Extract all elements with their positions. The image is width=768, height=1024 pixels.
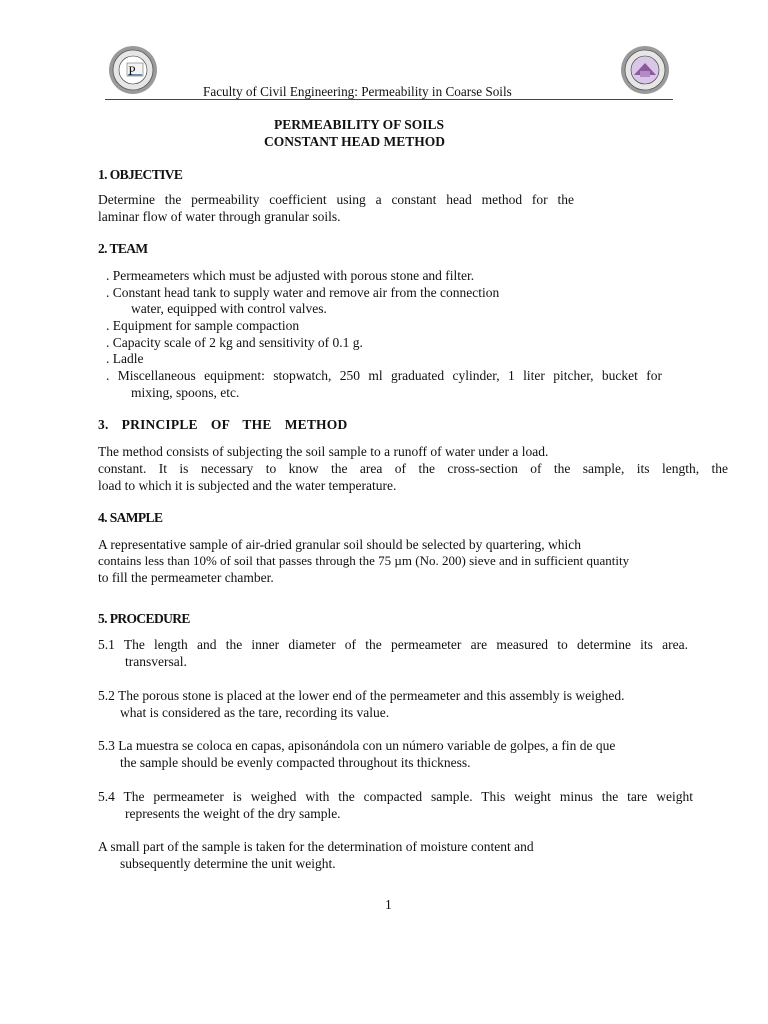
procedure-step-5-3-line1: 5.3 La muestra se coloca en capas, apisonándola con un número variable de golpes, a fin de que [98,738,616,753]
team-item: . Miscellaneous equipment: stopwatch, 250 ml graduated cylinder, 1 liter pitcher, bucket for [106,368,662,383]
header-rule [105,99,673,100]
team-item: mixing, spoons, etc. [131,385,240,400]
procedure-heading: 5. PROCEDURE [98,611,190,626]
doc-title-line1: PERMEABILITY OF SOILS [274,117,445,132]
sample-heading: 4. SAMPLE [98,510,163,525]
header-title: Faculty of Civil Engineering: Permeability in Coarse Soils [203,84,512,99]
seal-logo-left-icon [108,45,158,95]
objective-heading: 1. OBJECTIVE [98,167,183,182]
objective-line2: laminar flow of water through granular soils. [98,209,341,224]
doc-title-line2: CONSTANT HEAD METHOD [264,134,446,149]
team-item: . Capacity scale of 2 kg and sensitivity of 0.1 g. [106,335,363,350]
sample-line3: to fill the permeameter chamber. [98,570,274,585]
procedure-step-5-4-line2: represents the weight of the dry sample. [125,806,341,821]
procedure-step-5-2-line1: 5.2 The porous stone is placed at the lower end of the permeameter and this assembly is weighed. [98,688,625,703]
seal-logo-right-icon [620,45,670,95]
procedure-step-5-3-line2: the sample should be evenly compacted throughout its thickness. [120,755,471,770]
svg-text:P: P [128,63,136,78]
procedure-step-5-2-line2: what is considered as the tare, recording its value. [120,705,390,720]
procedure-step-5-1-line2: transversal. [125,654,187,669]
university-logo-left [108,45,158,100]
team-heading: 2. TEAM [98,241,148,256]
team-item: water, equipped with control valves. [131,301,327,316]
principle-line3: load to which it is subjected and the water temperature. [98,478,397,493]
page-number: 1 [385,897,392,912]
team-item: . Constant head tank to supply water and remove air from the connection [106,285,500,300]
procedure-note-line2: subsequently determine the unit weight. [120,856,336,871]
procedure-step-5-1-line1: 5.1 The length and the inner diameter of the permeameter are measured to determine its area. [98,637,688,652]
team-item: . Permeameters which must be adjusted with porous stone and filter. [106,268,475,283]
principle-heading: 3. PRINCIPLE OF THE METHOD [98,417,348,432]
team-item: . Ladle [106,351,144,366]
procedure-step-5-4-line1: 5.4 The permeameter is weighed with the compacted sample. This weight minus the tare weight [98,789,693,804]
university-logo-right [620,45,670,100]
procedure-note-line1: A small part of the sample is taken for the determination of moisture content and [98,839,534,854]
principle-line2: constant. It is necessary to know the area of the cross-section of the sample, its length, the [98,461,728,476]
sample-line1: A representative sample of air-dried granular soil should be selected by quartering, which [98,537,581,552]
principle-line1: The method consists of subjecting the soil sample to a runoff of water under a load. [98,444,549,459]
objective-line1: Determine the permeability coefficient using a constant head method for the [98,192,574,207]
team-item: . Equipment for sample compaction [106,318,300,333]
sample-line2: contains less than 10% of soil that passes through the 75 µm (No. 200) sieve and in sufficient quantity [98,553,630,568]
